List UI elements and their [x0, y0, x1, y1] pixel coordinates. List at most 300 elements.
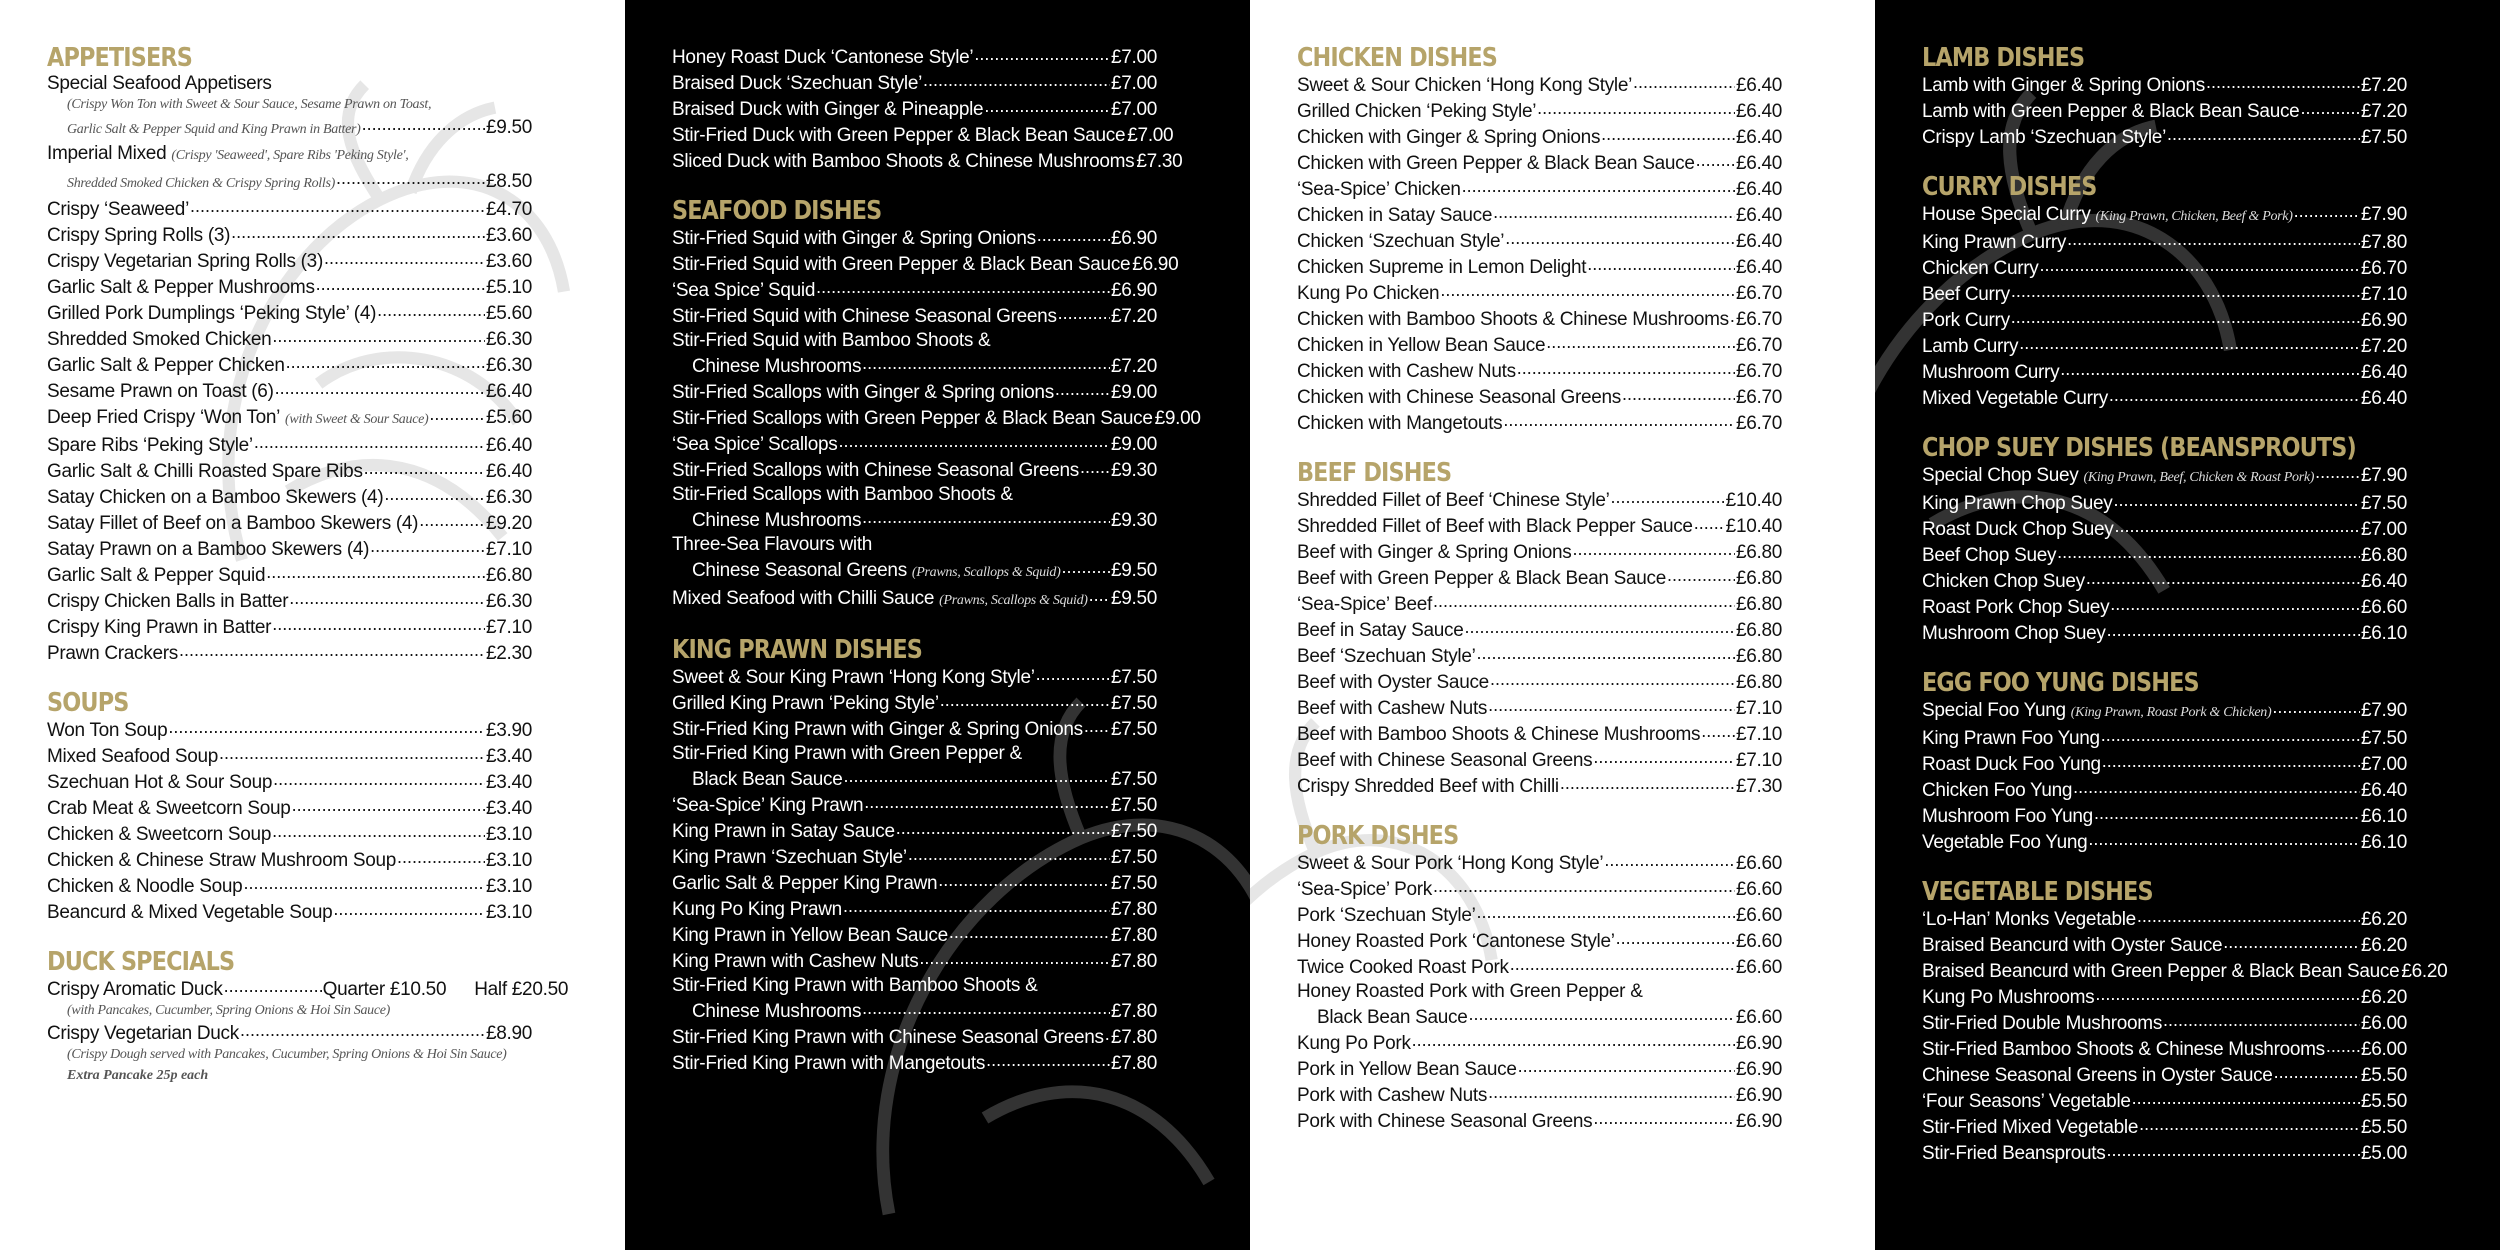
menu-item — [672, 818, 1157, 844]
dot-leader — [862, 353, 1110, 372]
section-title: VEGETABLE DISHES — [1922, 877, 2153, 907]
item-price: £4.70 — [485, 199, 532, 220]
item-row — [1297, 410, 1782, 436]
item-name-continued: Chinese Mushrooms — [692, 1001, 862, 1022]
item-price: £8.90 — [485, 1023, 532, 1044]
item-row — [1922, 516, 2407, 542]
item-price: £6.90 — [1110, 280, 1157, 301]
item-name: Crispy Aromatic Duck — [47, 979, 223, 1000]
item-price: £6.40 — [1735, 153, 1782, 174]
dot-leader — [1633, 72, 1735, 91]
item-name: King Prawn in Yellow Bean Sauce — [672, 925, 948, 946]
item-price: £6.40 — [1735, 127, 1782, 148]
menu-item — [1922, 1036, 2407, 1062]
dot-leader — [1488, 695, 1735, 714]
item-row — [1297, 202, 1782, 228]
item-row — [672, 148, 1183, 174]
item-name-continued: Black Bean Sauce — [1317, 1007, 1468, 1028]
item-row — [1922, 124, 2407, 150]
section-title: APPETISERS — [47, 43, 193, 73]
item-row — [1297, 306, 1782, 332]
item-price: £7.80 — [2360, 232, 2407, 253]
menu-item — [672, 1050, 1157, 1076]
dot-leader — [2163, 1010, 2360, 1029]
menu-item — [1297, 721, 1782, 747]
item-row — [1297, 72, 1782, 98]
item-price: £7.10 — [485, 617, 532, 638]
item-row — [47, 1020, 532, 1046]
dot-leader — [370, 536, 485, 555]
dot-leader — [2139, 1114, 2360, 1133]
dot-leader — [1587, 254, 1735, 273]
item-row — [47, 432, 532, 458]
item-row — [1922, 568, 2407, 594]
dot-leader — [286, 352, 485, 371]
item-name: Mixed Seafood Soup — [47, 746, 218, 767]
dot-leader — [1084, 716, 1110, 735]
item-price: £6.80 — [485, 565, 532, 586]
item-row — [1922, 1140, 2407, 1166]
menu-item — [1922, 201, 2407, 229]
menu-item — [47, 432, 532, 458]
menu-item — [1922, 1010, 2407, 1036]
item-row — [1922, 803, 2407, 829]
item-name: ‘Lo-Han’ Monks Vegetable — [1922, 909, 2136, 930]
item-name: Satay Chicken on a Bamboo Skewers (4) — [47, 487, 384, 508]
item-row — [47, 222, 532, 248]
menu-item — [672, 664, 1157, 690]
menu-item — [47, 899, 532, 925]
item-row — [1297, 591, 1782, 617]
menu-item — [1922, 1140, 2407, 1166]
item-name: Beef ‘Szechuan Style’ — [1297, 646, 1476, 667]
item-row-continued — [47, 168, 532, 196]
item-name: Chicken with Cashew Nuts — [1297, 361, 1516, 382]
item-row — [1922, 906, 2407, 932]
item-price: £7.20 — [2360, 75, 2407, 96]
item-row — [1922, 751, 2407, 777]
item-price: £6.90 — [2360, 310, 2407, 331]
menu-item — [672, 844, 1157, 870]
item-row — [1297, 721, 1782, 747]
item-row — [672, 792, 1157, 818]
dot-leader — [1611, 487, 1725, 506]
item-row — [1922, 462, 2407, 490]
item-price: £5.00 — [2360, 1143, 2407, 1164]
menu-item — [1297, 487, 1782, 513]
item-price: £6.00 — [2360, 1039, 2407, 1060]
item-row — [672, 122, 1174, 148]
item-name: Garlic Salt & Chilli Roasted Spare Ribs — [47, 461, 363, 482]
item-row — [1297, 980, 1782, 1004]
menu-item — [47, 352, 532, 378]
item-note: (King Prawn, Beef, Chicken & Roast Pork) — [2083, 470, 2315, 485]
dot-leader — [919, 948, 1110, 967]
item-row — [1297, 747, 1782, 773]
item-price: £5.50 — [2360, 1065, 2407, 1086]
dot-leader — [1593, 747, 1735, 766]
menu-item — [1922, 1114, 2407, 1140]
item-row — [1297, 1108, 1782, 1134]
dot-leader — [2067, 229, 2360, 248]
menu-item — [672, 742, 1157, 792]
item-row — [47, 640, 532, 666]
item-name: Chicken with Mangetouts — [1297, 413, 1503, 434]
menu-item — [1922, 620, 2407, 646]
dot-leader — [1412, 1030, 1735, 1049]
item-row — [1297, 384, 1782, 410]
item-name: Crispy Vegetarian Spring Rolls (3) — [47, 251, 323, 272]
dot-leader — [816, 277, 1110, 296]
item-row — [1922, 594, 2407, 620]
item-name: Chicken Supreme in Lemon Delight — [1297, 257, 1587, 278]
menu-item — [47, 378, 532, 404]
item-row — [1297, 669, 1782, 695]
dot-leader — [2106, 1140, 2359, 1159]
dot-leader — [1701, 721, 1735, 740]
item-price: £7.30 — [1735, 776, 1782, 797]
menu-item — [672, 974, 1157, 1024]
item-price: £6.40 — [485, 461, 532, 482]
item-price: £9.50 — [1110, 560, 1157, 581]
dot-leader — [2073, 777, 2360, 796]
item-price: £6.80 — [2360, 545, 2407, 566]
menu-item — [1297, 124, 1782, 150]
menu-item — [1922, 385, 2407, 411]
item-name: Beef with Chinese Seasonal Greens — [1297, 750, 1593, 771]
item-name: Chinese Seasonal Greens in Oyster Sauce — [1922, 1065, 2273, 1086]
menu-item — [672, 792, 1157, 818]
item-price: £6.40 — [2360, 571, 2407, 592]
item-name: Braised Beancurd with Green Pepper & Black Bean Sauce — [1922, 961, 2400, 982]
menu-item — [1922, 751, 2407, 777]
item-row — [1922, 201, 2407, 229]
item-price: £3.10 — [485, 876, 532, 897]
item-row — [47, 274, 532, 300]
item-name: Chicken & Noodle Soup — [47, 876, 243, 897]
item-name: King Prawn Chop Suey — [1922, 493, 2113, 514]
menu-item — [672, 533, 1157, 585]
menu-item — [1297, 591, 1782, 617]
menu-item — [1297, 902, 1782, 928]
dot-leader — [2088, 829, 2360, 848]
menu-item — [1922, 462, 2407, 490]
item-price: £7.10 — [1735, 698, 1782, 719]
item-name: Chicken Foo Yung — [1922, 780, 2073, 801]
dot-leader — [974, 44, 1110, 63]
menu-section — [1922, 173, 2407, 411]
dot-leader — [397, 847, 485, 866]
item-name: Mushroom Curry — [1922, 362, 2060, 383]
menu-item — [1297, 1108, 1782, 1134]
item-name: Roast Pork Chop Suey — [1922, 597, 2110, 618]
item-price: £6.40 — [1735, 101, 1782, 122]
menu-item — [672, 431, 1157, 457]
dot-leader — [1433, 591, 1735, 610]
dot-leader — [949, 922, 1110, 941]
item-name: ‘Sea Spice’ Squid — [672, 280, 816, 301]
item-row — [47, 326, 532, 352]
menu-item — [672, 122, 1174, 148]
dot-leader — [1503, 410, 1735, 429]
dot-leader — [1546, 332, 1735, 351]
item-price: £9.00 — [1110, 382, 1157, 403]
item-row-continued — [1297, 1004, 1782, 1030]
item-row — [672, 1050, 1157, 1076]
menu-item — [47, 274, 532, 300]
item-row — [47, 378, 532, 404]
item-name: Chicken with Green Pepper & Black Bean Sauce — [1297, 153, 1695, 174]
item-row — [1922, 490, 2407, 516]
dot-leader — [2039, 255, 2359, 274]
dot-leader — [1694, 513, 1725, 532]
item-row — [47, 717, 532, 743]
menu-item — [1297, 98, 1782, 124]
dot-leader — [190, 196, 485, 215]
dot-leader — [1037, 225, 1110, 244]
item-price: £6.40 — [485, 435, 532, 456]
menu-item — [1297, 410, 1782, 436]
menu-section — [1297, 822, 1782, 1134]
dot-leader — [1493, 202, 1735, 221]
item-price: £9.20 — [485, 513, 532, 534]
menu-item — [672, 225, 1157, 251]
item-name: Sliced Duck with Bamboo Shoots & Chinese Mushrooms — [672, 151, 1135, 172]
item-name: Lamb Curry — [1922, 336, 2019, 357]
item-price: £9.50 — [485, 117, 532, 138]
item-price: £5.60 — [485, 303, 532, 324]
menu-item — [672, 585, 1157, 613]
item-description-line: Shredded Smoked Chicken & Crispy Spring Rolls) — [67, 176, 335, 191]
item-name: Chicken & Chinese Straw Mushroom Soup — [47, 850, 397, 871]
menu-item — [47, 300, 532, 326]
item-price: £7.50 — [1110, 769, 1157, 790]
item-row — [47, 300, 532, 326]
item-price: £6.60 — [1735, 957, 1782, 978]
dot-leader — [1055, 379, 1110, 398]
item-row — [1297, 228, 1782, 254]
dot-leader — [272, 614, 485, 633]
item-price: £5.50 — [2360, 1117, 2407, 1138]
section-title: CHOP SUEY DISHES (BEANSPROUTS) — [1922, 433, 2356, 463]
item-name: Beef with Oyster Sauce — [1297, 672, 1489, 693]
item-price: £6.60 — [1735, 1007, 1782, 1028]
item-price: £6.70 — [1735, 413, 1782, 434]
item-price: £3.40 — [485, 798, 532, 819]
menu-item — [47, 821, 532, 847]
dot-leader — [275, 378, 485, 397]
item-price: £6.40 — [1735, 75, 1782, 96]
item-name: Garlic Salt & Pepper King Prawn — [672, 873, 938, 894]
item-price: £7.30 — [1136, 151, 1183, 172]
item-row — [672, 70, 1157, 96]
item-row — [1297, 358, 1782, 384]
section-title: DUCK SPECIALS — [47, 947, 235, 977]
dot-leader — [289, 588, 485, 607]
item-price: £6.30 — [485, 355, 532, 376]
dot-leader — [843, 766, 1109, 785]
item-name: Kung Po King Prawn — [672, 899, 842, 920]
item-row — [1922, 255, 2407, 281]
item-price: £7.50 — [2360, 728, 2407, 749]
item-price: £6.40 — [1735, 231, 1782, 252]
dot-leader — [1036, 664, 1110, 683]
item-row-continued — [672, 766, 1157, 792]
item-name: Sweet & Sour King Prawn ‘Hong Kong Style’ — [672, 667, 1035, 688]
dot-leader — [1477, 902, 1735, 921]
menu-item — [1922, 333, 2407, 359]
item-price: £7.80 — [1110, 925, 1157, 946]
item-row — [1922, 385, 2407, 411]
dot-leader — [1622, 384, 1735, 403]
item-price: £7.90 — [2360, 465, 2407, 486]
item-name: Honey Roasted Pork with Green Pepper & — [1297, 981, 1643, 1002]
item-name: Imperial Mixed — [47, 143, 167, 164]
menu-item — [1297, 306, 1782, 332]
item-name: Chicken & Sweetcorn Soup — [47, 824, 272, 845]
menu-item — [672, 70, 1157, 96]
menu-item — [672, 948, 1157, 974]
item-row — [47, 510, 532, 536]
item-name: Mixed Seafood with Chilli Sauce — [672, 588, 935, 609]
item-price: £3.10 — [485, 824, 532, 845]
dot-leader — [2095, 984, 2360, 1003]
dot-leader — [843, 896, 1110, 915]
item-name: Won Ton Soup — [47, 720, 168, 741]
item-row-continued — [47, 114, 532, 142]
item-note: (Prawns, Scallops & Squid) — [911, 565, 1061, 580]
item-price: £5.10 — [485, 277, 532, 298]
item-description-line: (with Pancakes, Cucumber, Spring Onions & Hoi Sin Sauce) — [67, 1003, 391, 1018]
item-name: Mushroom Chop Suey — [1922, 623, 2106, 644]
item-price: £5.50 — [2360, 1091, 2407, 1112]
item-price: £7.80 — [1110, 951, 1157, 972]
item-row — [672, 457, 1157, 483]
dot-leader — [272, 821, 485, 840]
item-name: Kung Po Pork — [1297, 1033, 1411, 1054]
item-row — [47, 458, 532, 484]
menu-item — [1297, 332, 1782, 358]
item-name: Chicken with Chinese Seasonal Greens — [1297, 387, 1621, 408]
item-price: £7.00 — [1110, 47, 1157, 68]
dot-leader — [2113, 490, 2360, 509]
item-price: £9.30 — [1110, 460, 1157, 481]
menu-section — [1922, 44, 2407, 150]
item-price: £3.90 — [485, 720, 532, 741]
item-price: £7.80 — [1110, 899, 1157, 920]
item-name: Beef with Green Pepper & Black Bean Sauce — [1297, 568, 1666, 589]
item-name: Stir-Fried Scallops with Bamboo Shoots & — [672, 484, 1013, 505]
item-price: £3.40 — [485, 746, 532, 767]
item-name: Mushroom Foo Yung — [1922, 806, 2093, 827]
menu-item — [47, 795, 532, 821]
item-price: £3.10 — [485, 850, 532, 871]
menu-item — [1297, 1056, 1782, 1082]
item-name: Crispy Chicken Balls in Batter — [47, 591, 289, 612]
menu-item — [672, 329, 1157, 379]
menu-item — [47, 72, 532, 142]
dot-leader — [384, 484, 485, 503]
item-row — [1297, 124, 1782, 150]
item-name: Garlic Salt & Pepper Mushrooms — [47, 277, 315, 298]
item-row — [1297, 876, 1782, 902]
menu-item — [1297, 980, 1782, 1030]
menu-section — [47, 947, 569, 1084]
item-row — [672, 533, 1157, 557]
item-name: Stir-Fried Squid with Green Pepper & Black Bean Sauce — [672, 254, 1131, 275]
item-name: Chicken with Ginger & Spring Onions — [1297, 127, 1601, 148]
menu-item — [47, 873, 532, 899]
item-name: ‘Sea-Spice’ King Prawn — [672, 795, 864, 816]
dot-leader — [243, 873, 485, 892]
menu-item — [1297, 254, 1782, 280]
menu-item — [47, 847, 532, 873]
item-price: £7.90 — [2360, 204, 2407, 225]
item-row — [1922, 932, 2407, 958]
dot-leader — [1593, 1108, 1735, 1127]
menu-item — [47, 458, 532, 484]
item-name: Special Foo Yung — [1922, 700, 2066, 721]
item-row — [672, 483, 1157, 507]
item-price: £10.40 — [1725, 490, 1782, 511]
item-price: £7.00 — [1110, 73, 1157, 94]
item-name: Satay Prawn on a Bamboo Skewers (4) — [47, 539, 370, 560]
item-row — [47, 248, 532, 274]
menu-item — [672, 251, 1179, 277]
dot-leader — [838, 431, 1110, 450]
item-row — [1922, 307, 2407, 333]
item-name: Roast Duck Foo Yung — [1922, 754, 2101, 775]
menu-item — [1922, 803, 2407, 829]
menu-item — [1922, 829, 2407, 855]
dot-leader — [1518, 1056, 1735, 1075]
item-row — [1922, 829, 2407, 855]
menu-item — [1297, 202, 1782, 228]
item-price: £7.80 — [1110, 1027, 1157, 1048]
item-name: Pork with Cashew Nuts — [1297, 1085, 1488, 1106]
item-price: £6.70 — [1735, 361, 1782, 382]
item-price: £6.90 — [1735, 1059, 1782, 1080]
item-name: Stir-Fried Scallops with Green Pepper & Black Bean Sauce — [672, 408, 1153, 429]
item-price: £7.50 — [1110, 821, 1157, 842]
menu-item — [47, 640, 532, 666]
dot-leader — [1440, 280, 1735, 299]
item-price: £7.20 — [1110, 356, 1157, 377]
menu-item — [672, 277, 1157, 303]
item-name: Braised Beancurd with Oyster Sauce — [1922, 935, 2223, 956]
item-name: Stir-Fried King Prawn with Bamboo Shoots & — [672, 975, 1038, 996]
dot-leader — [1061, 557, 1110, 576]
section-title: CURRY DISHES — [1922, 172, 2097, 202]
item-row — [1297, 98, 1782, 124]
item-name: Stir-Fried Bamboo Shoots & Chinese Mushrooms — [1922, 1039, 2325, 1060]
item-name: Prawn Crackers — [47, 643, 178, 664]
item-price: £8.50 — [485, 171, 532, 192]
menu-item — [1922, 1062, 2407, 1088]
item-price: £7.90 — [2360, 700, 2407, 721]
item-price: £3.60 — [485, 251, 532, 272]
item-name: Special Seafood Appetisers — [47, 73, 272, 94]
item-row — [47, 352, 532, 378]
menu-item — [1297, 280, 1782, 306]
menu-item — [1297, 384, 1782, 410]
item-name: Beef with Cashew Nuts — [1297, 698, 1488, 719]
item-row — [1922, 1010, 2407, 1036]
item-price-half: Half £20.50 — [474, 979, 569, 1000]
dot-leader — [862, 507, 1110, 526]
item-description-line: (Crispy Dough served with Pancakes, Cucumber, Spring Onions & Hoi Sin Sauce) — [67, 1047, 507, 1062]
item-name: Beancurd & Mixed Vegetable Soup — [47, 902, 333, 923]
